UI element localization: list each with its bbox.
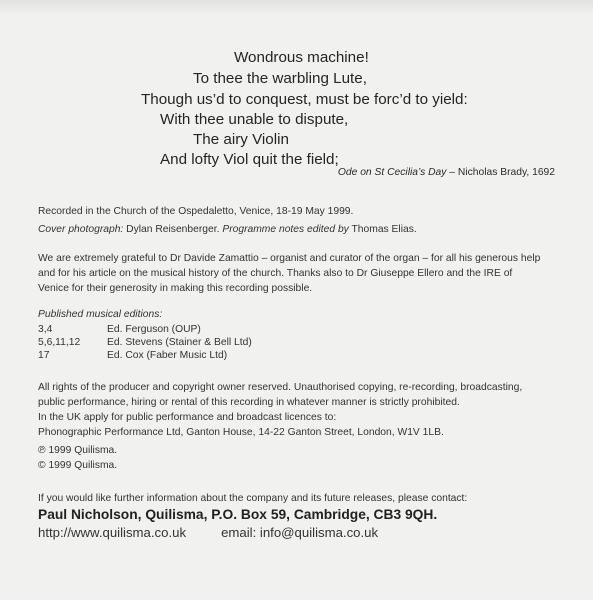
published-editions xyxy=(38,308,252,362)
thanks-line: and for his article on the musical history of the church. Thanks also to Dr Giuseppe Ellero and the IRE of xyxy=(38,268,513,279)
cover-name: Dylan Reisenberger. xyxy=(123,224,223,235)
thanks-line: Venice for their generosity in making this recording possible. xyxy=(38,283,313,294)
rights-line: Phonographic Performance Ltd, Ganton House, 14-22 Ganton Street, London, W1V 1LB. xyxy=(38,427,444,438)
acknowledgements xyxy=(38,251,540,296)
rights-line: All rights of the producer and copyright owner reserved. Unauthorised copying, re-recording, broadcasting, xyxy=(38,382,523,393)
edition-name: Ed. Stevens (Stainer & Bell Ltd) xyxy=(107,337,252,348)
editions-table xyxy=(38,323,252,362)
rights-line: public performance, hiring or rental of this recording in whatever manner is strictly prohibited. xyxy=(38,397,460,408)
poem-citation xyxy=(338,167,555,178)
recorded-text: Recorded in the Church of the Ospedaletto, Venice, 18-19 May 1999. xyxy=(38,206,354,217)
poem-line: And lofty Viol quit the field; xyxy=(160,151,339,168)
poem-line: With thee unable to dispute, xyxy=(160,111,349,128)
rights-notice xyxy=(38,380,522,440)
poem-line: To thee the warbling Lute, xyxy=(193,70,367,87)
recording-info xyxy=(38,204,353,219)
copyright-line: © 1999 Quilisma. xyxy=(38,460,118,471)
contact-web-line xyxy=(38,524,467,541)
edition-row xyxy=(38,323,252,336)
contact-intro: If you would like further information about the company and its future releases, please contact: xyxy=(38,493,468,504)
contact-section xyxy=(38,491,467,541)
notes-label: Programme notes edited by xyxy=(222,224,349,235)
phonogram-copyright: ℗ 1999 Quilisma. xyxy=(38,445,118,456)
email-link[interactable]: email: info@quilisma.co.uk xyxy=(221,525,379,540)
thanks-line: We are extremely grateful to Dr Davide Zamattio – organist and curator of the organ – for all his generous help xyxy=(38,253,541,264)
poem-line: The airy Violin xyxy=(193,131,289,148)
edition-name: Ed. Cox (Faber Music Ltd) xyxy=(107,350,228,361)
editions-heading: Published musical editions: xyxy=(38,309,163,320)
edition-tracks: 3,4 xyxy=(38,324,53,335)
edition-tracks: 5,6,11,12 xyxy=(38,337,81,348)
citation-author: – Nicholas Brady, 1692 xyxy=(446,167,555,178)
cover-label: Cover photograph: xyxy=(38,224,124,235)
page-top-edge xyxy=(0,0,593,16)
edition-tracks: 17 xyxy=(38,350,50,361)
citation-title: Ode on St Cecilia’s Day xyxy=(337,167,447,178)
edition-row xyxy=(38,349,252,362)
edition-row xyxy=(38,336,252,349)
copyright-notice xyxy=(38,443,117,473)
rights-line: In the UK apply for public performance and broadcast licences to: xyxy=(38,412,337,423)
notes-name: Thomas Elias. xyxy=(348,224,417,235)
credits xyxy=(38,222,417,237)
edition-name: Ed. Ferguson (OUP) xyxy=(107,324,201,335)
poem-line: Wondrous machine! xyxy=(234,49,369,66)
poem-line: Though us’d to conquest, must be forc’d to yield: xyxy=(141,91,468,108)
contact-address: Paul Nicholson, Quilisma, P.O. Box 59, Cambridge, CB3 9QH. xyxy=(38,507,438,522)
website-link[interactable]: http://www.quilisma.co.uk xyxy=(38,525,187,540)
